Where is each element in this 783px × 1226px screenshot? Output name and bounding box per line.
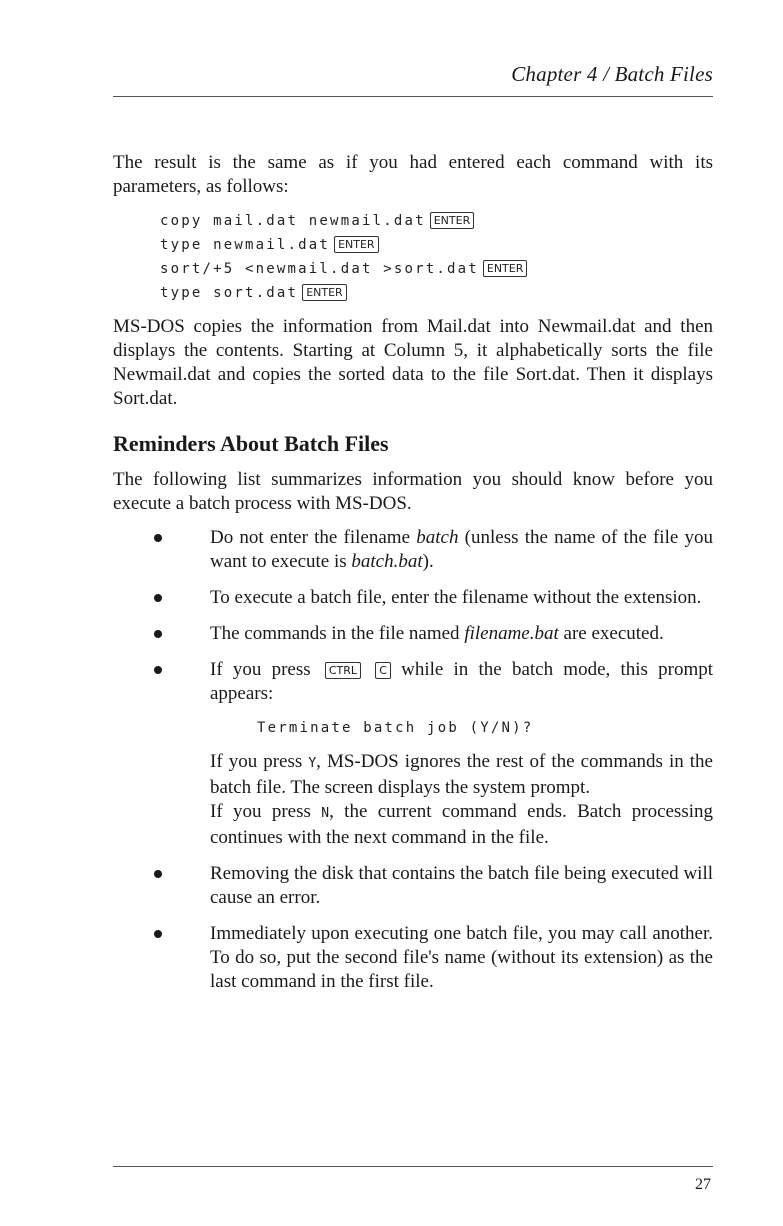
list-item (113, 862, 713, 910)
command-text: type newmail.dat (160, 237, 331, 253)
bullet-icon (154, 594, 162, 602)
bullet-text: The commands in the file named filename.bat are executed. (210, 623, 664, 644)
ctrl-key-icon: CTRL (325, 662, 361, 679)
enter-key-icon: ENTER (334, 236, 379, 253)
header-separator: / (603, 62, 610, 86)
command-text: sort/+5 <newmail.dat >sort.dat (160, 261, 479, 277)
emphasis: batch.bat (351, 551, 423, 572)
command-line (160, 281, 713, 305)
n-key: N (321, 806, 330, 821)
command-text: copy mail.dat newmail.dat (160, 213, 426, 229)
c-key-icon: C (375, 662, 391, 679)
command-text: type sort.dat (160, 285, 299, 301)
header-title: Batch Files (614, 62, 713, 86)
bullet-text: Do not enter the filename batch (unless the name of the file you want to execute is batch.bat). (210, 527, 713, 572)
bullet-icon (154, 630, 162, 638)
reminders-list (113, 526, 713, 994)
bullet-subtext: If you press N, the current command ends. Batch processing continues with the next command in the file. (210, 801, 714, 848)
bullet-subtext: If you press Y, MS-DOS ignores the rest of the commands in the batch file. The screen displays the system prompt. (210, 751, 713, 798)
intro-paragraph: The result is the same as if you had entered each command with its parameters, as follows: (113, 152, 713, 197)
running-header (511, 62, 713, 87)
bullet-icon (154, 534, 162, 542)
footer-rule (113, 1166, 713, 1167)
command-example (160, 209, 713, 305)
explanation-paragraph: MS-DOS copies the information from Mail.dat into Newmail.dat and then displays the contents. Starting at Column 5, it alphabetically sorts the file Newmail.dat and copies the sorted data to the file Sort.dat. Then it displays Sort.dat. (113, 316, 713, 409)
list-item (113, 658, 713, 850)
command-line (160, 233, 713, 257)
section-intro: The following list summarizes information you should know before you execute a batch process with MS-DOS. (113, 469, 713, 514)
command-line (160, 257, 713, 281)
enter-key-icon: ENTER (430, 212, 475, 229)
section-heading: Reminders About Batch Files (113, 431, 389, 456)
bullet-icon (154, 870, 162, 878)
page-number: 27 (695, 1176, 711, 1193)
emphasis: filename.bat (464, 623, 559, 644)
bullet-icon (154, 930, 162, 938)
command-line (160, 209, 713, 233)
list-item (113, 622, 713, 646)
emphasis: batch (416, 527, 459, 548)
bullet-icon (154, 666, 162, 674)
enter-key-icon: ENTER (483, 260, 528, 277)
list-item (113, 586, 713, 610)
header-rule (113, 96, 713, 97)
bullet-text: Immediately upon executing one batch file, you may call another. To do so, put the second file's name (without its extension) as the last command in the first file. (210, 923, 713, 992)
bullet-text: To execute a batch file, enter the filename without the extension. (210, 587, 702, 608)
bullet-text: If you press CTRL C while in the batch mode, this prompt appears: (210, 659, 714, 704)
list-item (113, 922, 713, 994)
y-key: Y (308, 756, 317, 771)
bullet-text: Removing the disk that contains the batch file being executed will cause an error. (210, 863, 713, 908)
page-content (113, 151, 713, 1006)
terminate-prompt: Terminate batch job (Y/N)? (257, 720, 534, 736)
enter-key-icon: ENTER (302, 284, 347, 301)
list-item (113, 526, 713, 574)
header-chapter: Chapter 4 (511, 62, 598, 86)
